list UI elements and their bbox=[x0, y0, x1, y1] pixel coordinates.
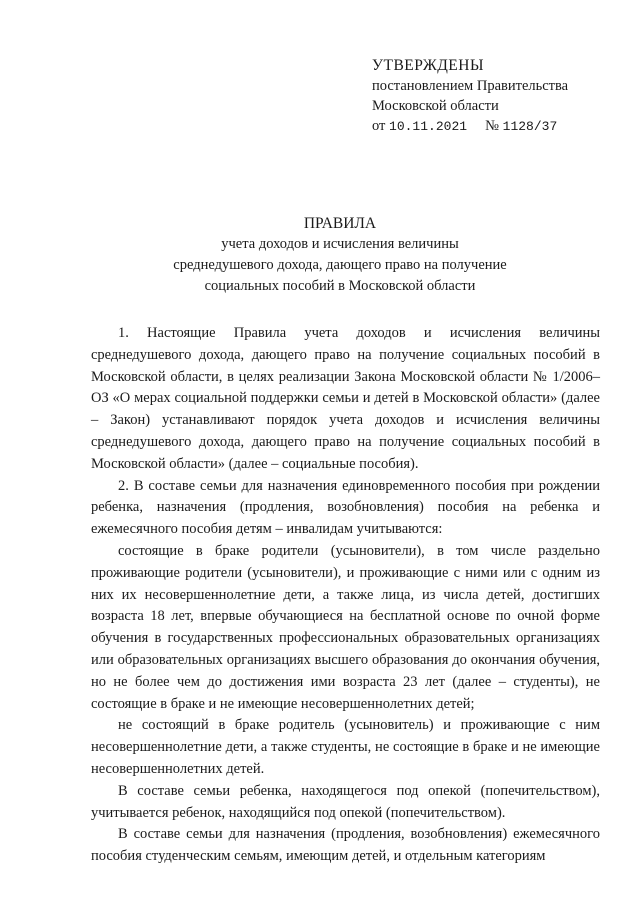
approval-number: 1128/37 bbox=[502, 119, 558, 134]
approval-stamp bbox=[372, 56, 568, 137]
approval-heading: УТВЕРЖДЕНЫ bbox=[372, 57, 484, 74]
paragraph: В составе семьи для назначения (продления, возобновления) ежемесячного пособия студенческим семьям, имеющим детей, и отдельным категориям bbox=[91, 826, 600, 865]
title-sub-line: среднедушевого дохода, дающего право на получение bbox=[173, 257, 507, 273]
approval-date: 10.11.2021 bbox=[389, 119, 468, 134]
document-title bbox=[0, 213, 640, 297]
paragraph: В составе семьи ребенка, находящегося под опекой (попечительством), учитывается ребенок, находящийся под опекой (попечительством). bbox=[91, 782, 600, 821]
number-prefix: № bbox=[485, 118, 500, 134]
date-prefix: от bbox=[372, 118, 386, 134]
approval-date-line bbox=[372, 116, 568, 137]
title-sub-line: учета доходов и исчисления величины bbox=[221, 236, 459, 252]
paragraph: состоящие в браке родители (усыновители), в том числе раздельно проживающие родители (усыновители), и проживающие с ними или с одним из них их несовершеннолетние дети, а также лица, из числа детей, достигших возраста 18 лет, впервые обучающиеся на бесплатной основе по очной форме обучения в государственных профессиональных образовательных организациях или образовательных организациях высшего образования до окончания обучения, но не более чем до достижения ими возраста 23 лет (далее – студенты), не состоящие в браке и не имеющие несовершеннолетних детей; bbox=[91, 542, 600, 712]
paragraph: 2. В составе семьи для назначения единовременного пособия при рождении ребенка, назначения (продления, возобновления) пособия на ребенка и ежемесячного пособия детям – инвалидам учитываются: bbox=[91, 477, 600, 538]
paragraph: 1. Настоящие Правила учета доходов и исчисления величины среднедушевого дохода, дающего право на получение социальных пособий в Московской области, в целях реализации Закона Московской области № 1/2006–ОЗ «О мерах социальной поддержки семьи и детей в Московской области» (далее – Закон) устанавливают порядок учета доходов и исчисления величины среднедушевого дохода, дающего право на получение социальных пособий в Московской области» (далее – социальные пособия). bbox=[91, 325, 600, 472]
approval-line-2: Московской области bbox=[372, 98, 499, 114]
document-body bbox=[91, 323, 600, 868]
paragraph: не состоящий в браке родитель (усыновитель) и проживающие с ним несовершеннолетние дети, а также студенты, не состоящие в браке и не имеющие несовершеннолетних детей. bbox=[91, 717, 600, 777]
approval-line-1: постановлением Правительства bbox=[372, 78, 569, 94]
title-main: ПРАВИЛА bbox=[303, 215, 377, 232]
title-sub-line: социальных пособий в Московской области bbox=[204, 278, 476, 294]
